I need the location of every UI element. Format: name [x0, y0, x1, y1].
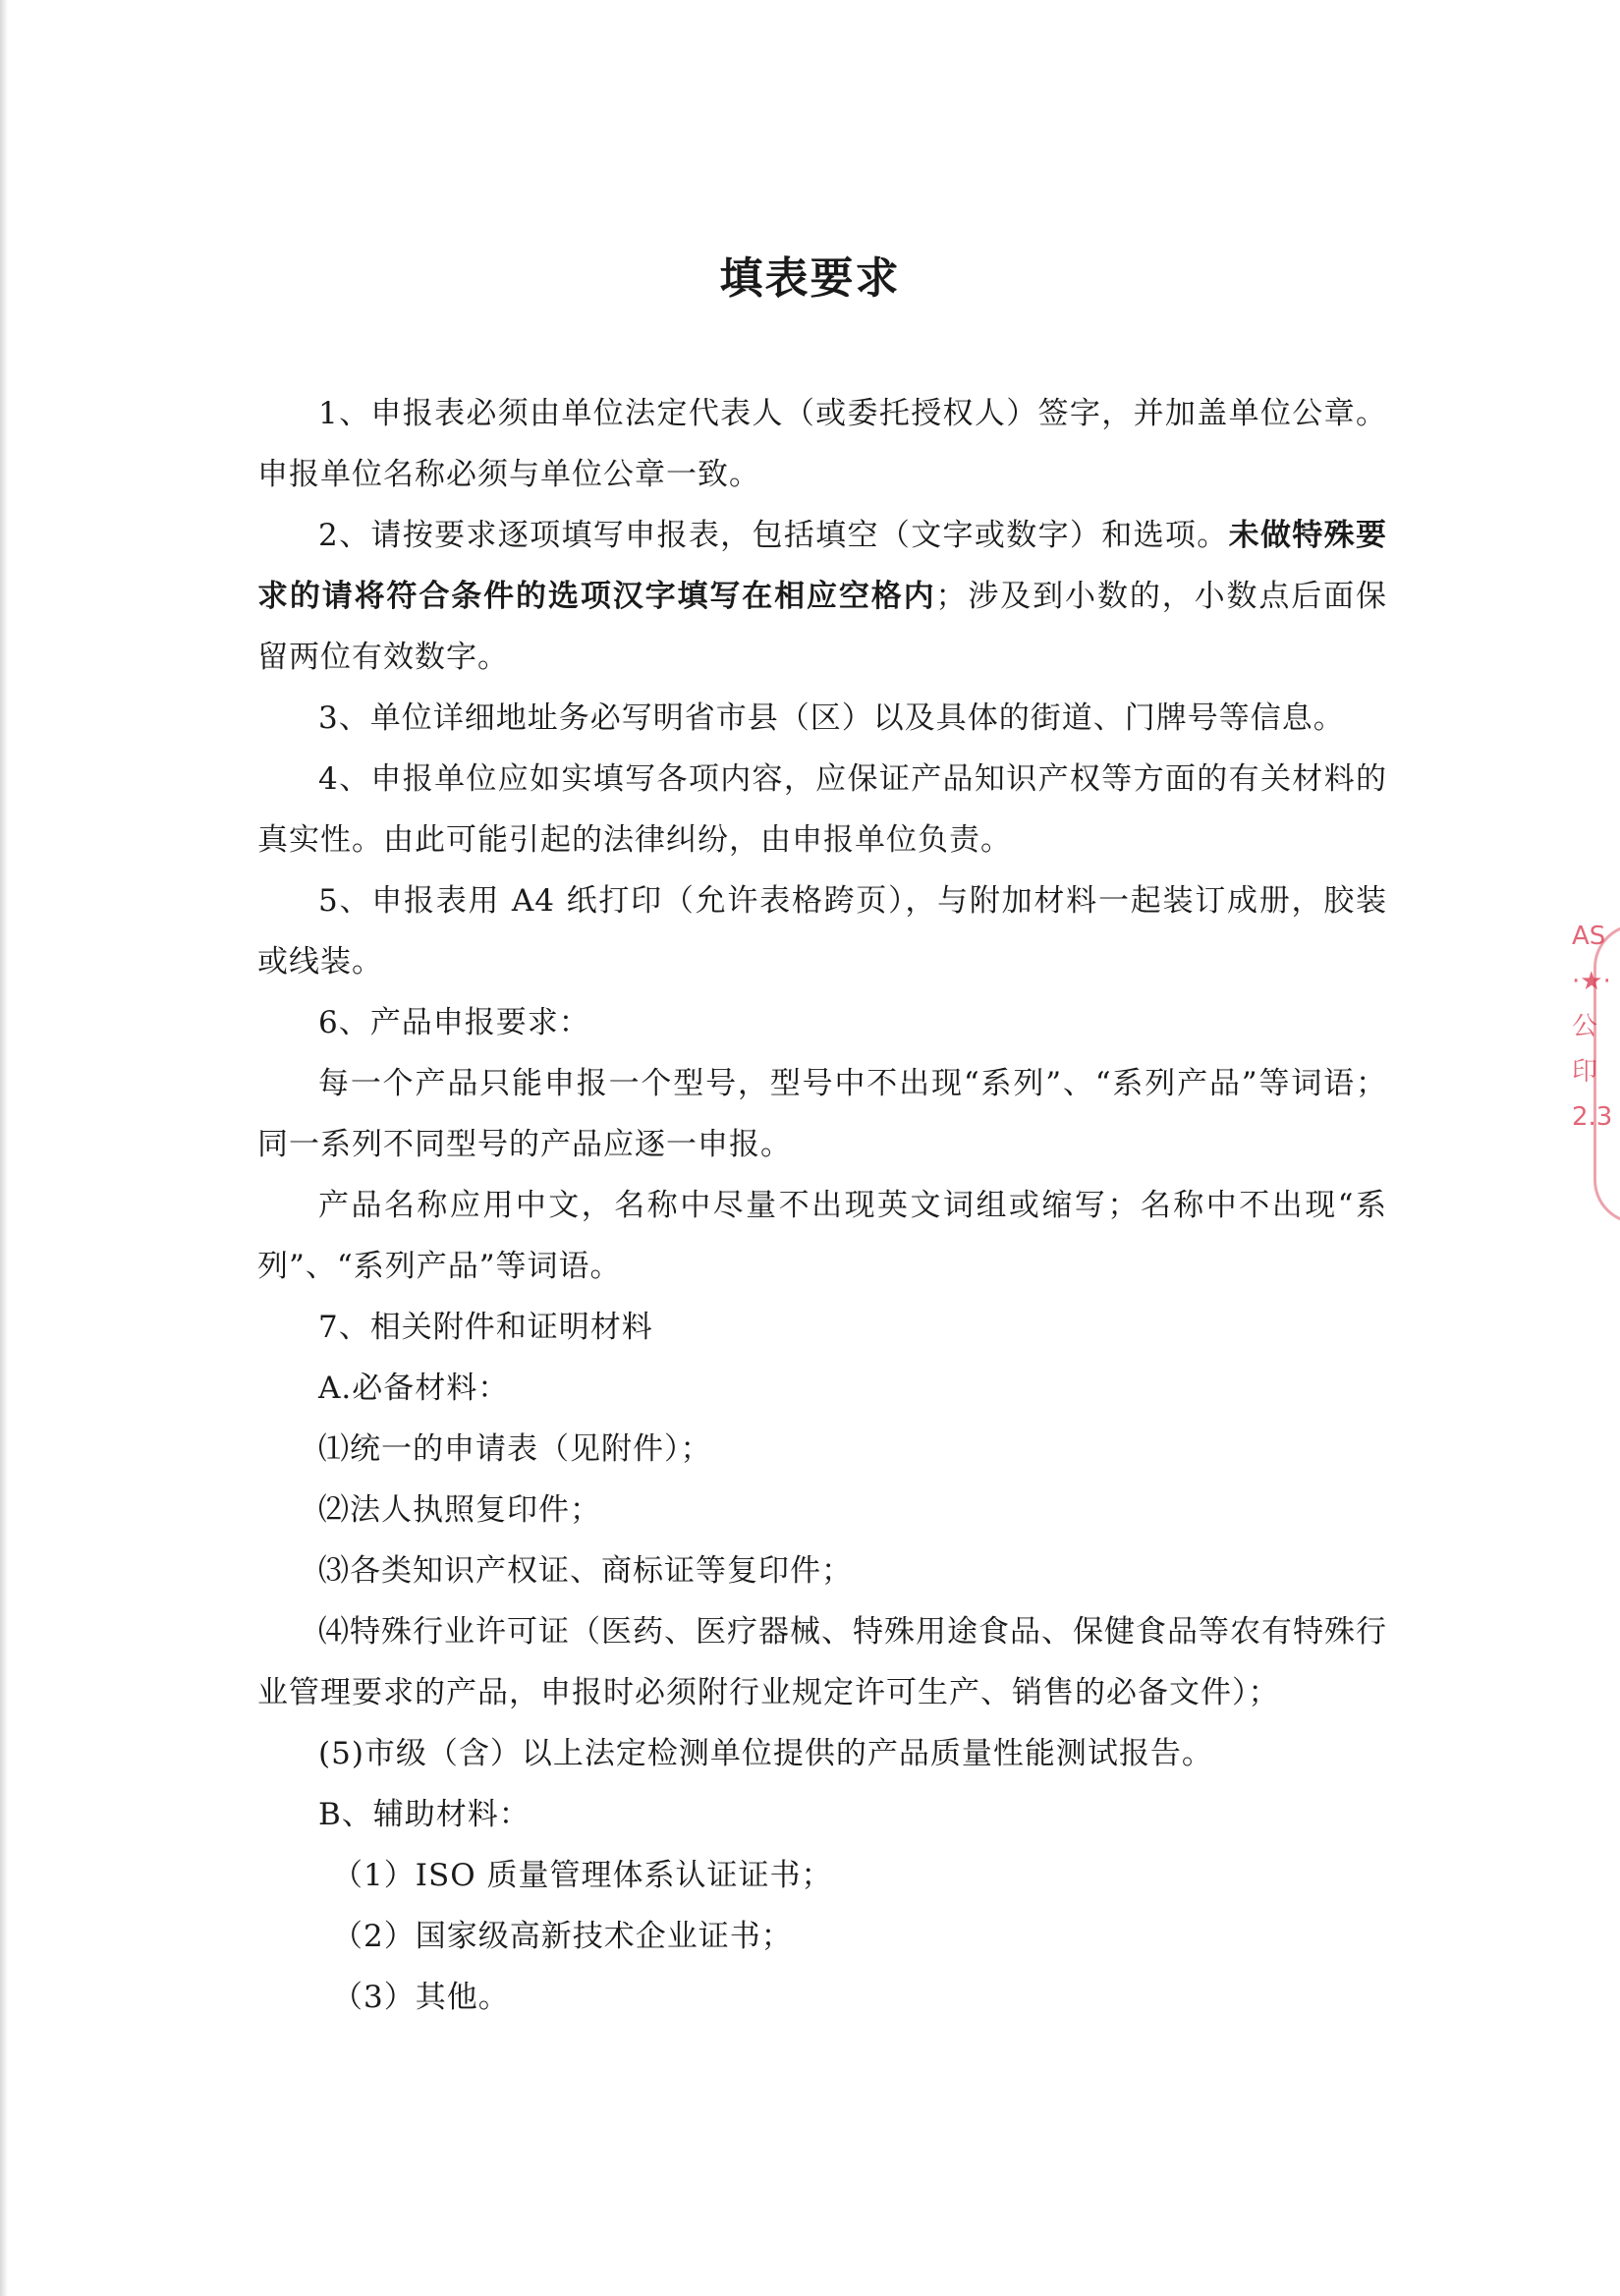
item-2-text: 2、请按要求逐项填写申报表，包括填空（文字或数字）和选项。: [318, 518, 1229, 553]
item-1: 1、申报表必须由单位法定代表人（或委托授权人）签字，并加盖单位公章。申报单位名称必须与单位公章一致。: [257, 396, 1387, 492]
item-6-model-rule: 每一个产品只能申报一个型号，型号中不出现“系列”、“系列产品”等词语；同一系列不同型号的产品应逐一申报。: [257, 1066, 1387, 1162]
required-material-1: ⑴统一的申请表（见附件）；: [318, 1431, 712, 1467]
item-5: 5、申报表用 A4 纸打印（允许表格跨页），与附加材料一起装订成册，胶装或线装。: [257, 883, 1387, 980]
auxiliary-materials-heading: B、辅助材料：: [318, 1797, 531, 1832]
item-7: 7、相关附件和证明材料: [318, 1310, 653, 1345]
required-material-5: (5)市级（含）以上法定检测单位提供的产品质量性能测试报告。: [318, 1736, 1213, 1771]
auxiliary-material-3: （3）其他。: [332, 1980, 510, 2015]
required-material-2: ⑵法人执照复印件；: [318, 1492, 601, 1528]
item-3: 3、单位详细地址务必写明省市县（区）以及具体的街道、门牌号等信息。: [318, 700, 1345, 736]
auxiliary-material-2: （2）国家级高新技术企业证书；: [332, 1919, 793, 1954]
item-2: [257, 505, 1387, 688]
page-edge-shadow: [0, 0, 8, 2296]
requirements-body: [257, 383, 1387, 2028]
required-material-4: ⑷特殊行业许可证（医药、医疗器械、特殊用途食品、保健食品等农有特殊行业管理要求的产品，申报时必须附行业规定许可生产、销售的必备文件）；: [257, 1614, 1387, 1710]
page-title: 填表要求: [719, 253, 901, 305]
auxiliary-material-1: （1）ISO 质量管理体系认证证书；: [332, 1858, 833, 1893]
item-2-tail-text: ；涉及到小数的，小数点后面保留两位有效数字。: [257, 579, 1388, 675]
item-2-bold-text: 未做特殊要求的请将符合条件的选项汉字填写在相应空格内: [257, 518, 1387, 614]
seal-stamp-text: AS ·★· 公 印 2.3: [1572, 922, 1613, 1132]
item-6: 6、产品申报要求：: [318, 1005, 590, 1040]
required-material-3: ⑶各类知识产权证、商标证等复印件；: [318, 1553, 853, 1589]
item-4: 4、申报单位应如实填写各项内容，应保证产品知识产权等方面的有关材料的真实性。由此可能引起的法律纠纷，由申报单位负责。: [257, 761, 1387, 858]
required-materials-heading: A.必备材料：: [318, 1371, 510, 1406]
item-6-name-rule: 产品名称应用中文，名称中尽量不出现英文词组或缩写；名称中不出现“系列”、“系列产品”等词语。: [257, 1188, 1387, 1284]
